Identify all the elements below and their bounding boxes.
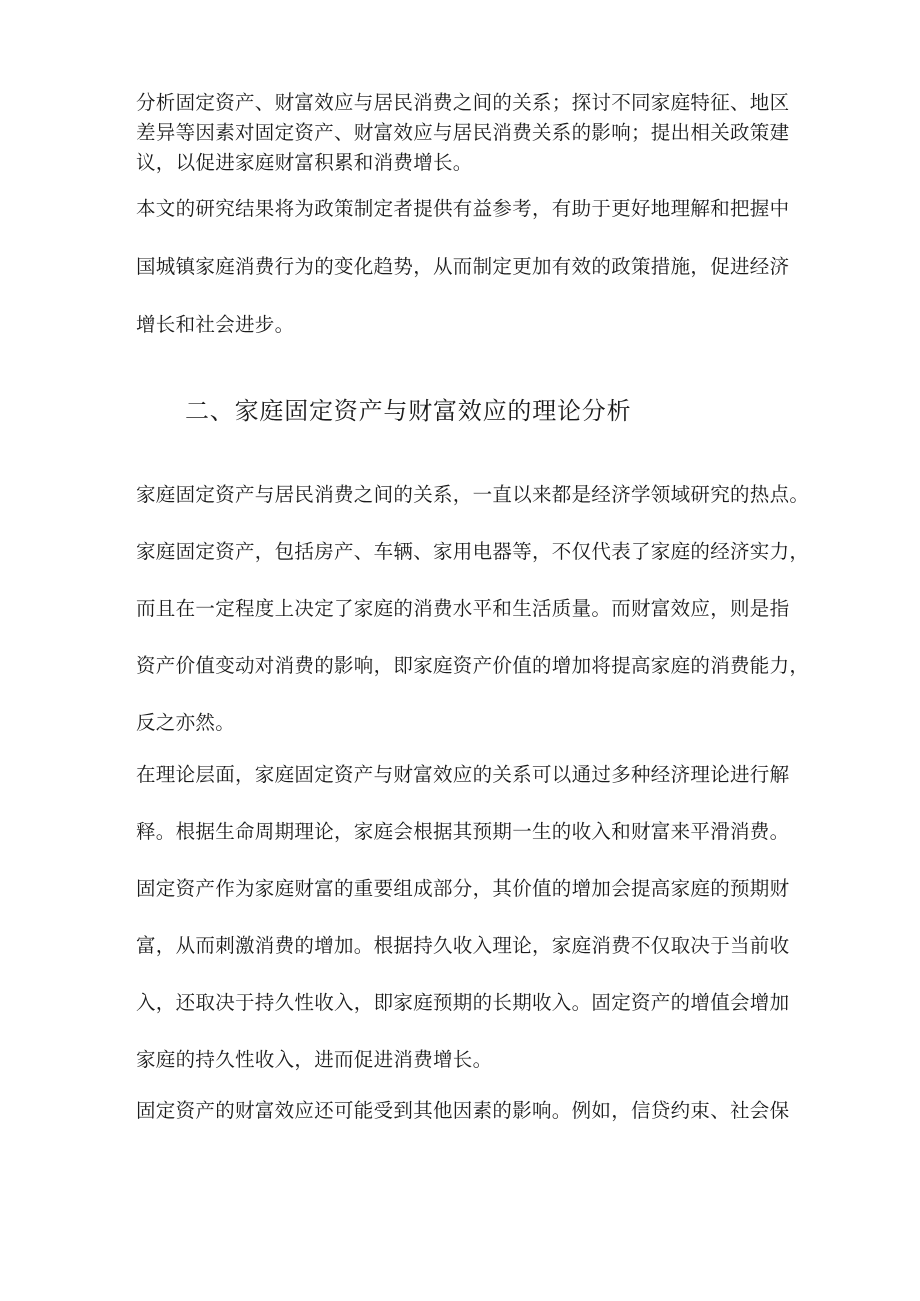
text-line: 分析固定资产、财富效应与居民消费之间的关系；探讨不同家庭特征、地区 [136,91,790,114]
text-line: 固定资产作为家庭财富的重要组成部分，其价值的增加会提高家庭的预期财 [136,877,790,900]
text-line: 固定资产的财富效应还可能受到其他因素的影响。例如，信贷约束、社会保 [136,1099,790,1122]
text-line: 反之亦然。 [136,711,236,734]
text-line: 入，还取决于持久性收入，即家庭预期的长期收入。固定资产的增值会增加 [136,991,790,1014]
text-line: 富，从而刺激消费的增加。根据持久收入理论，家庭消费不仅取决于当前收 [136,934,790,957]
text-line: 议，以促进家庭财富积累和消费增长。 [136,151,473,174]
text-line: 国城镇家庭消费行为的变化趋势，从而制定更加有效的政策措施，促进经济 [136,255,790,278]
text-line: 而且在一定程度上决定了家庭的消费水平和生活质量。而财富效应，则是指 [136,597,790,620]
text-line: 释。根据生命周期理论，家庭会根据其预期一生的收入和财富来平滑消费。 [136,820,790,843]
section-heading: 二、家庭固定资产与财富效应的理论分析 [185,397,632,425]
text-line: 增长和社会进步。 [136,313,295,336]
text-line: 家庭的持久性收入，进而促进消费增长。 [136,1048,493,1071]
text-line: 家庭固定资产与居民消费之间的关系，一直以来都是经济学领域研究的热点。 [136,483,810,506]
text-line: 本文的研究结果将为政策制定者提供有益参考，有助于更好地理解和把握中 [136,197,790,220]
text-line: 资产价值变动对消费的影响，即家庭资产价值的增加将提高家庭的消费能力， [136,654,810,677]
text-line: 在理论层面，家庭固定资产与财富效应的关系可以通过多种经济理论进行解 [136,763,790,786]
text-line: 家庭固定资产，包括房产、车辆、家用电器等，不仅代表了家庭的经济实力， [136,540,810,563]
text-line: 差异等因素对固定资产、财富效应与居民消费关系的影响；提出相关政策建 [136,121,790,144]
